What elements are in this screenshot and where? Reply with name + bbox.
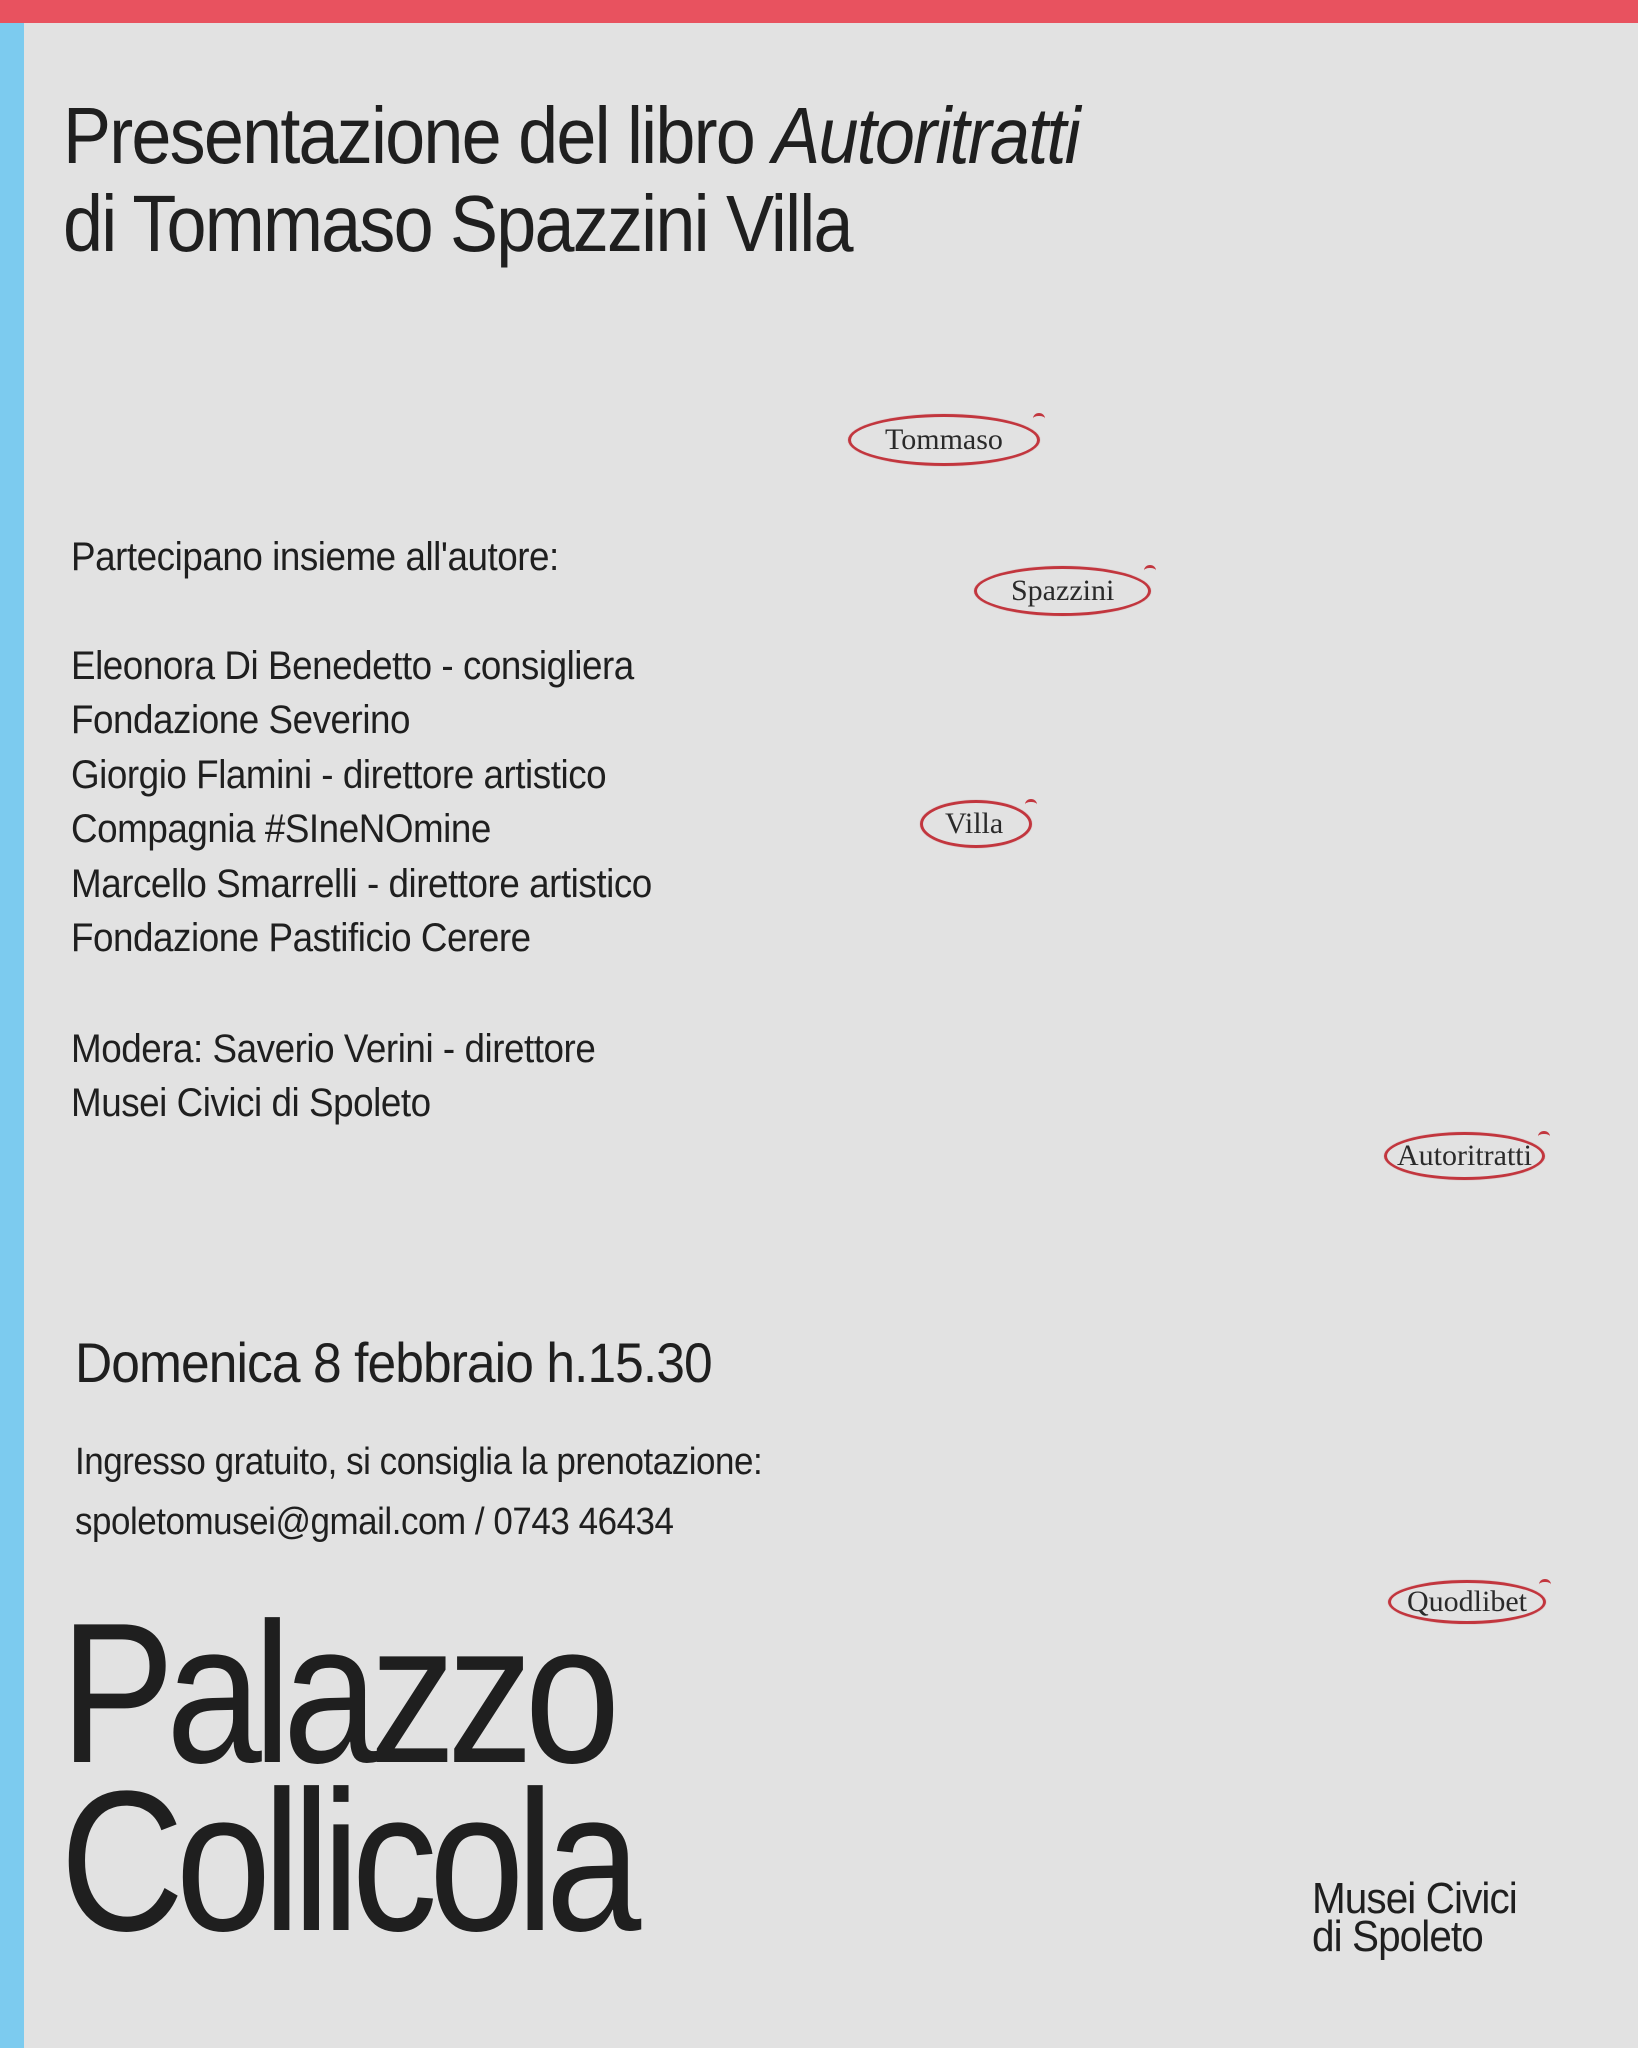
circled-word-autoritratti: Autoritratti [1384,1132,1545,1180]
contact-info[interactable]: spoletomusei@gmail.com / 0743 46434 [75,1501,674,1543]
venue-line: Palazzo [60,1582,612,1805]
top-accent-bar [0,0,1638,23]
participant-line: Giorgio Flamini - direttore artistico [71,752,607,797]
circled-word-spazzini: Spazzini [974,566,1151,616]
organizer-line: di Spoleto [1312,1912,1483,1961]
event-date: Domenica 8 febbraio h.15.30 [75,1331,712,1394]
organizer-line: Musei Civici [1312,1874,1517,1923]
title-prefix: Presentazione del libro [63,91,773,180]
participant-line: Fondazione Pastificio Cerere [71,916,531,960]
circled-word-quodlibet: Quodlibet [1388,1580,1546,1624]
participants-intro: Partecipano insieme all'autore: [71,535,559,579]
participant-line: Eleonora Di Benedetto - consigliera [71,643,634,688]
title-author-line: di Tommaso Spazzini Villa [63,179,852,268]
book-title: Autoritratti [772,91,1079,180]
moderator-line: Musei Civici di Spoleto [71,1081,431,1125]
booking-info [75,1432,762,1552]
participant-line: Compagnia #SIneNOmine [71,807,491,851]
organizer-logo [1312,1874,1517,1961]
venue-name [60,1582,633,1973]
venue-line: Collicola [60,1750,633,1973]
participant-line: Marcello Smarrelli - direttore artistico [71,861,652,906]
event-title [63,92,1079,268]
circled-word-villa: Villa [920,800,1032,848]
participant-line: Fondazione Severino [71,698,411,742]
moderator-line: Modera: Saverio Verini - direttore [71,1026,596,1071]
left-accent-bar [0,23,24,2048]
participants-block [71,530,652,1131]
circled-word-tommaso: Tommaso [848,414,1040,466]
booking-note: Ingresso gratuito, si consiglia la prenotazione: [75,1441,763,1483]
